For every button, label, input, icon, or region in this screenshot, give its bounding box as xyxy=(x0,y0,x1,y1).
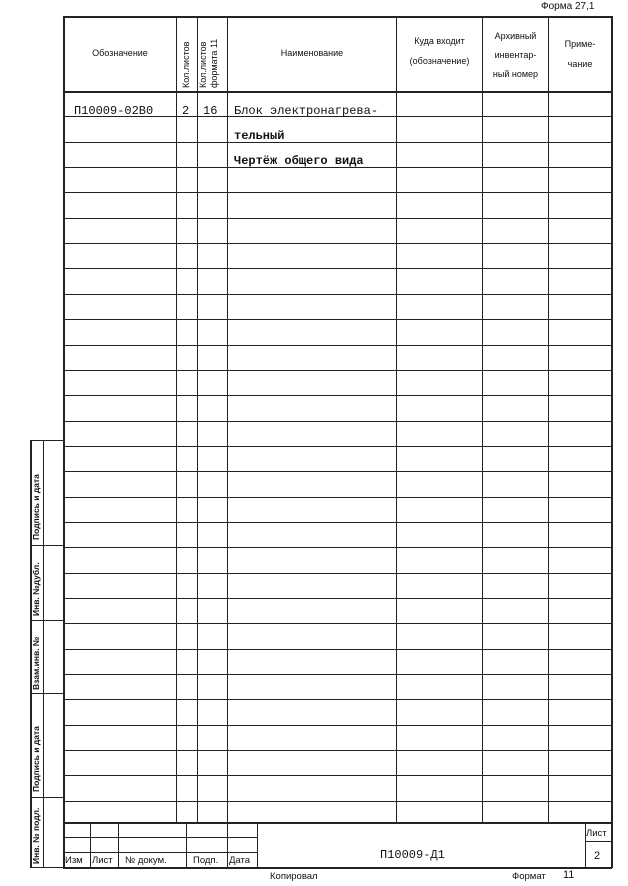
side-stamp-mid xyxy=(43,440,44,868)
tb-date: Дата xyxy=(229,855,251,866)
row-line xyxy=(63,268,612,269)
tb-sep-4 xyxy=(227,822,228,868)
header-note-2: чание xyxy=(567,59,593,69)
row3-name: Чертёж общего вида xyxy=(234,154,364,168)
row-line xyxy=(63,699,612,700)
tb-doc-no: № докум. xyxy=(125,855,167,866)
header-where-2: (обозначение) xyxy=(409,56,470,66)
col-sep-2 xyxy=(197,16,198,822)
header-sheet-count: Кол.листов xyxy=(181,41,191,88)
tb-sep-3 xyxy=(186,822,187,868)
header-where-1: Куда входит xyxy=(414,36,465,46)
side-stamp-original-inv: Инв. № подл. xyxy=(31,807,41,864)
row-line xyxy=(63,725,612,726)
row-line xyxy=(63,395,612,396)
col-sep-5 xyxy=(482,16,483,822)
row-line xyxy=(63,142,612,143)
row-line xyxy=(63,522,612,523)
tb-sep-1 xyxy=(90,822,91,868)
row-line xyxy=(63,294,612,295)
header-archive-3: ный номер xyxy=(492,69,539,79)
header-divider xyxy=(63,91,612,93)
col-sep-4 xyxy=(396,16,397,822)
row-line xyxy=(63,446,612,447)
side-stamp-dup-inv: Инв. №дубл. xyxy=(31,562,41,616)
side-stamp-sep-2 xyxy=(30,620,64,621)
row-line xyxy=(63,218,612,219)
tb-izm: Изм xyxy=(65,855,83,866)
row-line xyxy=(63,319,612,320)
col-sep-3 xyxy=(227,16,228,822)
side-stamp-sep-3 xyxy=(30,693,64,694)
row-line xyxy=(63,471,612,472)
tb-sep-5 xyxy=(257,822,258,868)
side-stamp-replace-inv: Взам.инв. № xyxy=(31,636,41,690)
row-line xyxy=(63,598,612,599)
row1-sheets-format: 16 xyxy=(203,104,218,118)
frame-left xyxy=(63,16,65,868)
tb-document-code: П10009-Д1 xyxy=(380,848,445,862)
row-line xyxy=(63,649,612,650)
side-stamp-sign-date-top: Подпись и дата xyxy=(31,474,41,540)
side-stamp-bottom xyxy=(30,867,64,868)
frame-bottom xyxy=(63,867,612,869)
row2-name: тельный xyxy=(234,129,285,143)
row-line xyxy=(63,573,612,574)
row-line xyxy=(63,192,612,193)
header-sheets-format-2: формата 11 xyxy=(209,38,219,88)
row-line xyxy=(63,243,612,244)
frame-right xyxy=(611,16,613,868)
footer-format-label: Формат xyxy=(512,871,546,882)
header-archive-2: инвентар- xyxy=(494,50,537,60)
col-sep-1 xyxy=(176,16,177,822)
tb-sheet-divider xyxy=(585,841,612,842)
row-line xyxy=(63,674,612,675)
tb-list: Лист xyxy=(92,855,113,866)
row-line xyxy=(63,370,612,371)
side-stamp-sep-4 xyxy=(30,797,64,798)
header-note-1: Приме- xyxy=(564,39,596,49)
row1-sheets: 2 xyxy=(182,104,190,118)
form-label: Форма 27,1 xyxy=(541,1,595,12)
side-stamp-top xyxy=(30,440,64,441)
row-line xyxy=(63,801,612,802)
side-stamp-sep-1 xyxy=(30,545,64,546)
table-bottom xyxy=(63,822,612,824)
row-line xyxy=(63,547,612,548)
footer-copied: Копировал xyxy=(270,871,318,882)
row-line xyxy=(63,497,612,498)
row-line xyxy=(63,345,612,346)
row-line xyxy=(63,775,612,776)
side-stamp-sign-date-bottom: Подпись и дата xyxy=(31,726,41,792)
tb-sheet-number: 2 xyxy=(594,850,601,862)
header-designation: Обозначение xyxy=(92,48,148,58)
row1-name: Блок электронагрева- xyxy=(234,104,379,118)
header-archive-1: Архивный xyxy=(494,31,537,41)
tb-sheet-label: Лист xyxy=(586,828,607,839)
row1-designation: П10009-02В0 xyxy=(74,104,154,118)
footer-format-value: 11 xyxy=(563,869,575,881)
header-name: Наименование xyxy=(280,48,344,58)
header-sheets-format-1: Кол.листов xyxy=(198,41,208,88)
row-line xyxy=(63,623,612,624)
tb-sign: Подп. xyxy=(193,855,219,866)
col-sep-6 xyxy=(548,16,549,822)
row-line xyxy=(63,750,612,751)
row-line xyxy=(63,421,612,422)
frame-top xyxy=(63,16,612,18)
tb-sep-2 xyxy=(118,822,119,868)
